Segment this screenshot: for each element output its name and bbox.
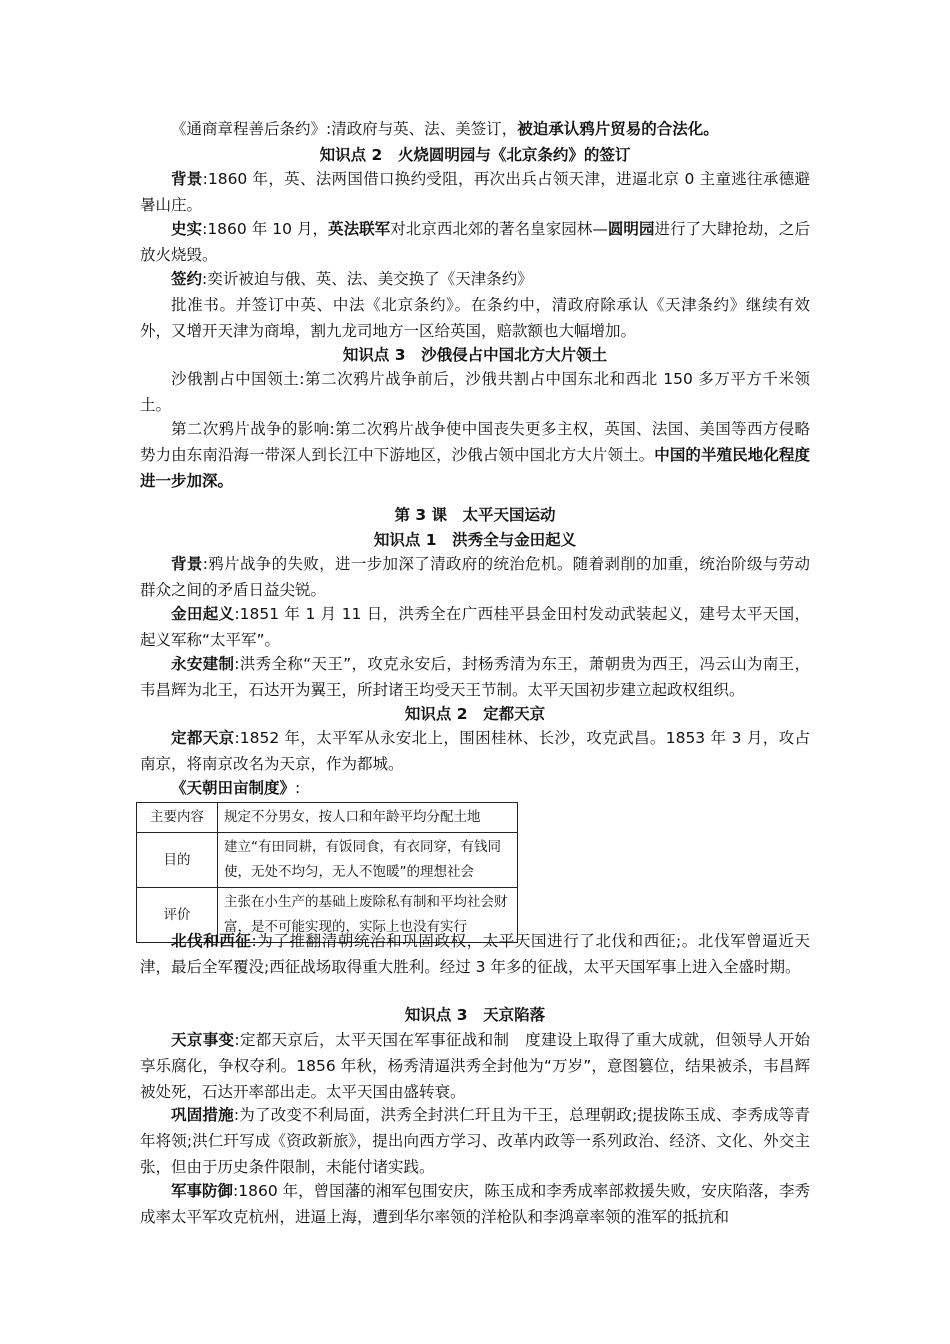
label-jintian: 金田起义	[171, 605, 235, 623]
label-yongan: 永安建制	[171, 655, 235, 673]
text-facts-a: :1860 年 10 月，	[202, 220, 329, 238]
table-cell-key: 目的	[137, 833, 218, 888]
label-facts: 史实	[171, 220, 203, 238]
text-defense: :1860 年，曾国藩的湘军包围安庆，陈玉成和李秀成率部救援失败，安庆陷落，李秀成率太平军攻克杭州，进逼上海，遭到华尔率领的洋枪队和李鸿章率领的淮军的抵抗和	[140, 1182, 810, 1226]
paragraph-yongan	[140, 651, 810, 703]
table-cell-value: 建立“有田同耕，有饭同食，有衣同穿，有钱同使，无处不均匀，无人不饱暖”的理想社会	[218, 833, 518, 888]
paragraph-sign-cont: 批准书。并签订中英、中法《北京条约》。在条约中，清政府除承认《天津条约》继续有效外，又增开天津为商埠，割九龙司地方一区给英国，赔款额也大幅增加。	[140, 296, 810, 340]
text-background: :1860 年，英、法两国借口换约受阻，再次出兵占领天津，进逼北京 0 主童逃往承德避暑山庄。	[140, 170, 810, 214]
text-sign: :奕䜣被迫与俄、英、法、美交换了《天津条约》	[202, 270, 533, 288]
paragraph-jintian	[140, 601, 810, 653]
text-impact: 第二次鸦片战争的影响:第二次鸦片战争使中国丧失更多主权，英国、法国、美国等西方侵略势力由东南沿海一带深人到长江中下游地区，沙俄占领中国北方大片领土。	[140, 420, 810, 464]
table-cell-key: 主要内容	[137, 803, 218, 833]
text-yongan: :洪秀全称“天王”，攻克永安后，封杨秀清为东王，萧朝贵为西王，冯云山为南王，韦昌辉为北王，石达开为翼王，所封诸王均受天王节制。太平天国初步建立起政权组织。	[140, 655, 810, 699]
paragraph-sign	[140, 266, 810, 292]
label-defense: 军事防御	[171, 1182, 234, 1200]
text-impact-bold: 中国的半殖民地化程度进一步加深。	[140, 446, 810, 490]
paragraph-impact	[140, 416, 810, 494]
heading-l3-kp2: 知识点 2 定都天京	[404, 705, 546, 723]
text-facts-d: 圆明园	[607, 220, 655, 238]
treaty-bold: 被迫承认鸦片贸易的合法化。	[517, 120, 719, 138]
text-facts-b: 英法联军	[328, 220, 391, 238]
paragraph-defense	[140, 1178, 810, 1230]
paragraph-background	[140, 166, 810, 218]
label-capital: 定都天京	[171, 729, 235, 747]
text-consolidation: :为了改变不利局面，洪秀全封洪仁玕且为干王，总理朝政;提拔陈玉成、李秀成等青年将领;洪仁玕写成《资政新旅》，提出向西方学习、改革内政等一系列政治、经济、文化、外交主张，但由于历史条件限制，未能付诸实践。	[140, 1106, 810, 1176]
table-cell-key: 评价	[137, 888, 218, 943]
paragraph-russia: 沙俄割占中国领土:第二次鸦片战争前后，沙俄共割占中国东北和西北 150 多万平方千米领土。	[140, 370, 810, 414]
paragraph-tianjing-incident	[140, 1027, 810, 1105]
land-system-colon: :	[295, 779, 301, 797]
text-capital: :1852 年，太平军从永安北上，围困桂林、长沙，攻克武昌。1853 年 3 月，攻占南京，将南京改名为天京，作为都城。	[140, 729, 810, 773]
heading-kp2: 知识点 2 火烧圆明园与《北京条约》的签订	[319, 146, 631, 164]
table-cell-value: 主张在小生产的基础上废除私有制和平均社会财富，是不可能实现的，实际上也没有实行	[218, 888, 518, 943]
paragraph-consolidation	[140, 1102, 810, 1180]
heading-l3-kp3: 知识点 3 天京陷落	[404, 1006, 546, 1024]
paragraph-north-west	[140, 928, 810, 980]
table-row	[137, 833, 518, 888]
paragraph-facts	[140, 216, 810, 268]
text-jintian: :1851 年 1 月 11 日，洪秀全在广西桂平县金田村发动武装起义，建号太平天国，起义军称“太平军”。	[140, 605, 810, 649]
label-background: 背景	[171, 170, 203, 188]
treaty-text: :清政府与英、法、美签订，	[326, 120, 518, 138]
lesson3-title: 第 3 课 太平天国运动	[394, 506, 556, 524]
paragraph-land-system	[140, 775, 810, 801]
label-l3-background: 背景	[171, 555, 203, 573]
paragraph-l3-background	[140, 551, 810, 603]
heading-l3-kp1: 知识点 1 洪秀全与金田起义	[373, 531, 577, 549]
table-row	[137, 803, 518, 833]
text-tianjing-incident: :定都天京后，太平天国在军事征战和制 度建设上取得了重大成就，但领导人开始享乐腐化，争权夺利。1856 年秋，杨秀清逼洪秀全封他为“万岁”，意图篡位，结果被杀，韦昌辉被处死，石达开率部出走。太平天国由盛转衰。	[140, 1031, 810, 1101]
label-consolidation: 巩固措施	[171, 1106, 234, 1124]
table-cell-value: 规定不分男女，按人口和年龄平均分配土地	[218, 803, 518, 833]
label-tianjing-incident: 天京事变	[171, 1031, 235, 1049]
text-facts-c: 对北京西北郊的著名皇家园林—	[390, 220, 608, 238]
text-facts-e: 进行了大肆抢劫，之后放火烧毁。	[140, 220, 810, 264]
treaty-title: 《通商章程善后条约》	[171, 120, 327, 138]
label-land-system: 《天朝田亩制度》	[171, 779, 296, 797]
paragraph-treaty	[140, 116, 810, 142]
heading-kp3: 知识点 3 沙俄侵占中国北方大片领土	[342, 346, 608, 364]
label-north-west: 北伐和西征	[171, 932, 252, 950]
label-sign: 签约	[171, 270, 203, 288]
paragraph-capital	[140, 725, 810, 777]
text-l3-background: :鸦片战争的失败，进一步加深了清政府的统治危机。随着剥削的加重，统治阶级与劳动群众之间的矛盾日益尖锐。	[140, 555, 810, 599]
text-north-west: :为了推翻清朝统治和巩固政权，太平天国进行了北伐和西征;。北伐军曾逼近天津，最后全军覆没;西征战场取得重大胜利。经过 3 年多的征战，太平天国军事上进入全盛时期。	[140, 932, 810, 976]
land-system-table	[136, 802, 518, 943]
